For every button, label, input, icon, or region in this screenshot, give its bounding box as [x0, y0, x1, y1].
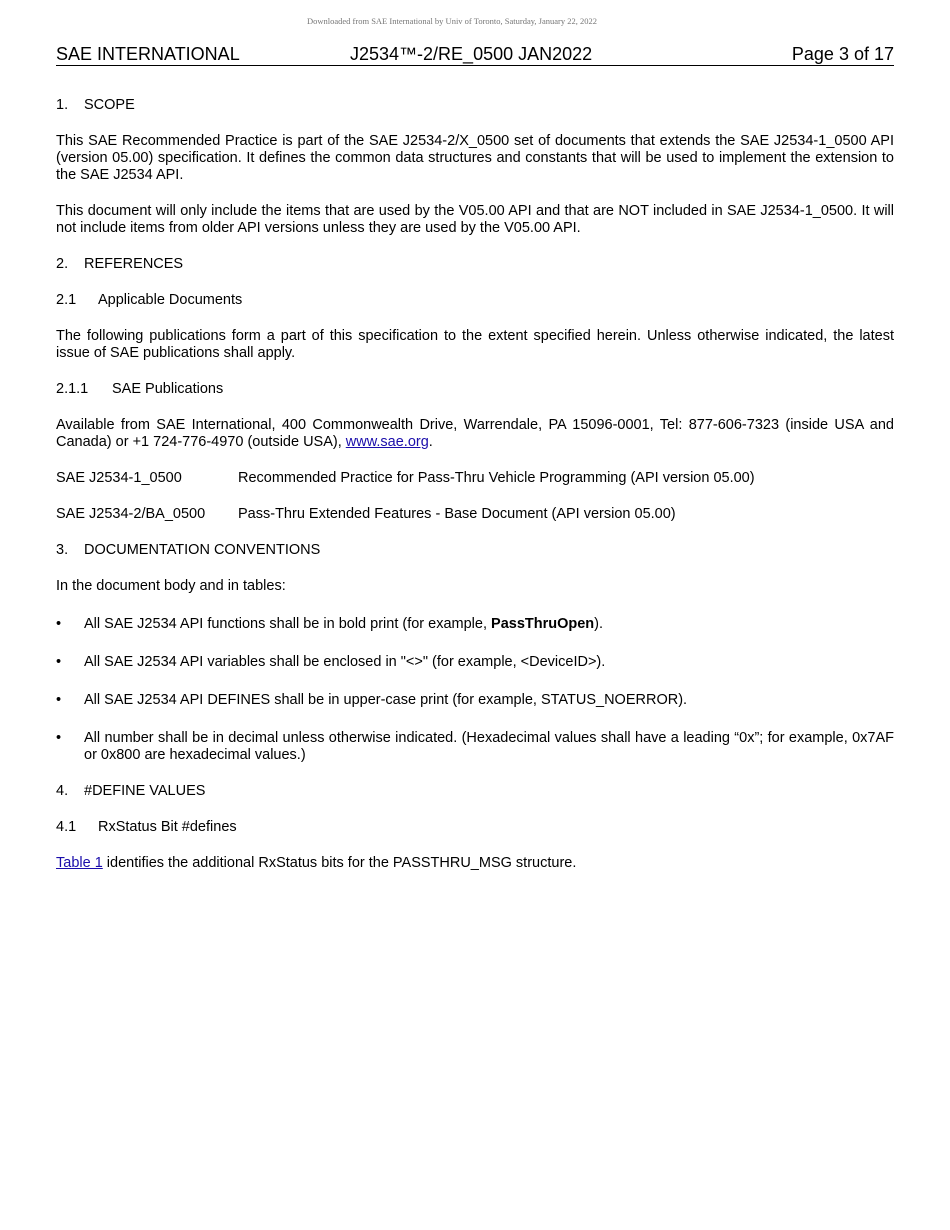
section-title: DOCUMENTATION CONVENTIONS: [84, 542, 321, 558]
scope-paragraph-1: This SAE Recommended Practice is part of the SAE J2534-2/X_0500 set of documents that extends the SAE J2534-1_0500 API (version 05.00) specification. It defines the common data structures and constants that will be used to implement the extension to the SAE J2534 API.: [56, 133, 894, 183]
reference-row: [56, 470, 894, 487]
section-2-heading: [56, 256, 894, 273]
bullet-text: All SAE J2534 API DEFINES shall be in upper-case print (for example, STATUS_NOERROR).: [84, 692, 688, 708]
section-title: RxStatus Bit #defines: [98, 819, 237, 835]
reference-row: [56, 506, 894, 523]
section-number: 3.: [56, 542, 69, 558]
section-number: 4.1: [56, 819, 77, 835]
bullet-icon: •: [56, 730, 62, 746]
reference-title: Pass-Thru Extended Features - Base Document (API version 05.00): [238, 506, 676, 522]
header-org: SAE INTERNATIONAL: [56, 44, 240, 64]
header-doc-id: J2534™-2/RE_0500 JAN2022: [350, 44, 593, 64]
section-number: 2.1: [56, 292, 77, 308]
reference-code: SAE J2534-2/BA_0500: [56, 506, 206, 522]
bullet-icon: •: [56, 616, 62, 632]
bullet-text-end: ).: [594, 616, 604, 632]
section-title: REFERENCES: [84, 256, 184, 272]
section-title: SAE Publications: [112, 381, 224, 397]
bullet-text: All number shall be in decimal unless otherwise indicated. (Hexadecimal values shall have a leading “0x”; for example, 0x7AF or 0x800 are hexadecimal values.): [84, 730, 894, 763]
download-watermark: Downloaded from SAE International by Univ of Toronto, Saturday, January 22, 2022: [306, 16, 597, 26]
section-1-heading: [56, 97, 894, 114]
section-number: 2.1.1: [56, 381, 89, 397]
sae-website-link[interactable]: www.sae.org: [345, 434, 429, 450]
section-2-1-1-heading: [56, 381, 894, 398]
table-1-link[interactable]: Table 1: [56, 855, 103, 871]
conventions-intro: In the document body and in tables:: [56, 578, 286, 594]
bullet-text: All SAE J2534 API variables shall be enclosed in "<>" (for example, <DeviceID>).: [84, 654, 606, 670]
availability-text: Available from SAE International, 400 Commonwealth Drive, Warrendale, PA 15096-0001, Tel: 877-606-7323 (inside USA and Canada) or +1 724-776-4970 (outside USA),: [56, 417, 894, 450]
applicable-documents-paragraph: The following publications form a part of this specification to the extent specified herein. Unless otherwise indicated, the latest issue of SAE publications shall apply.: [56, 328, 894, 361]
section-title: SCOPE: [84, 97, 135, 113]
scope-paragraph-2: This document will only include the items that are used by the V05.00 API and that are NOT included in SAE J2534-1_0500. It will not include items from older API versions unless they are used by the V05.00 API.: [56, 203, 894, 236]
header-page-number: Page 3 of 17: [791, 44, 894, 64]
bullet-text: All SAE J2534 API functions shall be in bold print (for example,: [84, 616, 492, 632]
section-4-heading: [56, 783, 894, 800]
convention-bullet: [56, 616, 894, 633]
section-number: 1.: [56, 97, 69, 113]
rxstatus-paragraph: [56, 855, 894, 872]
section-number: 2.: [56, 256, 69, 272]
sae-publications-paragraph: [56, 417, 894, 451]
bullet-icon: •: [56, 692, 62, 708]
document-body: [56, 97, 894, 891]
rxstatus-text: identifies the additional RxStatus bits for the PASSTHRU_MSG structure.: [102, 855, 577, 871]
section-title: #DEFINE VALUES: [84, 783, 206, 799]
availability-text-end: .: [428, 434, 433, 450]
section-4-1-heading: [56, 819, 894, 836]
bullet-bold-example: PassThruOpen: [491, 616, 595, 632]
section-2-1-heading: [56, 292, 894, 309]
section-title: Applicable Documents: [98, 292, 243, 308]
convention-bullet: [56, 730, 894, 764]
convention-bullet: [56, 692, 894, 709]
page-header: [56, 43, 894, 66]
section-number: 4.: [56, 783, 69, 799]
reference-code: SAE J2534-1_0500: [56, 470, 182, 486]
convention-bullet: [56, 654, 894, 671]
bullet-icon: •: [56, 654, 62, 670]
section-3-heading: [56, 542, 894, 559]
reference-title: Recommended Practice for Pass-Thru Vehicle Programming (API version 05.00): [238, 470, 755, 486]
